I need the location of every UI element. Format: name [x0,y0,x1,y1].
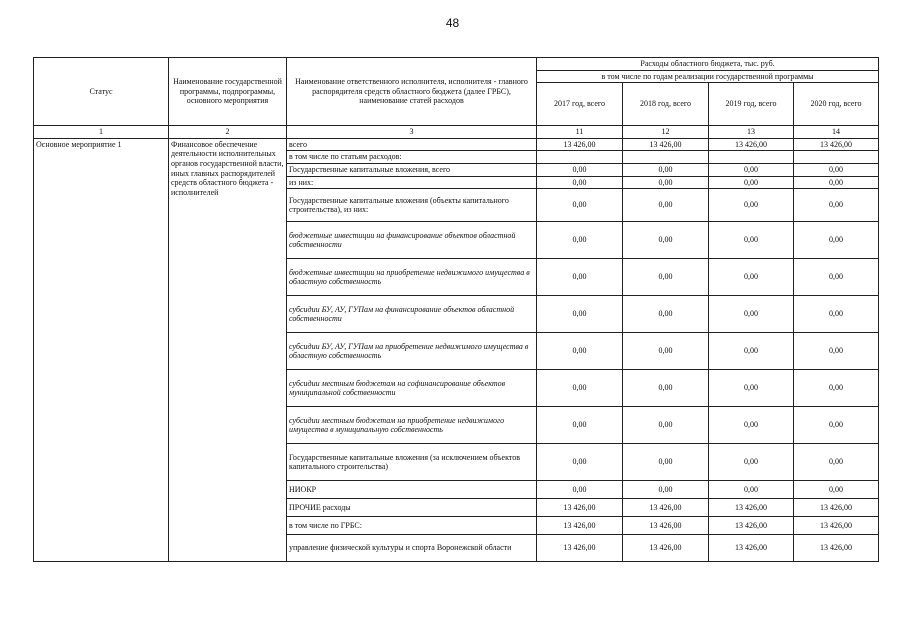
value-cell: 0,00 [709,444,794,481]
header-expenses: Расходы областного бюджета, тыс. руб. [537,58,879,71]
value-cell: 0,00 [537,370,623,407]
value-cell: 0,00 [623,296,709,333]
column-number: 12 [623,126,709,139]
row-label: в том числе по статьям расходов: [287,151,537,164]
value-cell [709,151,794,164]
status-cell: Основное мероприятие 1 [34,138,169,561]
value-cell: 13 426,00 [537,138,623,151]
value-cell: 0,00 [537,481,623,499]
value-cell: 0,00 [709,189,794,222]
row-label: субсидии БУ, АУ, ГУПам на приобретение недвижимого имущества в областную собственность [287,333,537,370]
value-cell: 0,00 [537,259,623,296]
column-number-row [34,126,879,139]
column-number: 1 [34,126,169,139]
budget-table [33,57,879,562]
value-cell: 0,00 [794,163,879,176]
column-number: 13 [709,126,794,139]
value-cell: 0,00 [794,296,879,333]
value-cell: 13 426,00 [794,535,879,562]
value-cell: 0,00 [794,333,879,370]
header-status: Статус [34,58,169,126]
header-program-name: Наименование государственной программы, подпрограммы, основного мероприятия [169,58,287,126]
value-cell: 0,00 [709,370,794,407]
table-row [34,138,879,151]
value-cell: 13 426,00 [794,138,879,151]
row-label: бюджетные инвестиции на финансирование объектов областной собственности [287,222,537,259]
row-label: ПРОЧИЕ расходы [287,499,537,517]
value-cell: 0,00 [794,189,879,222]
value-cell: 0,00 [794,407,879,444]
value-cell: 13 426,00 [537,535,623,562]
row-label: из них: [287,176,537,189]
row-label: субсидии местным бюджетам на софинансирование объектов муниципальной собственности [287,370,537,407]
value-cell: 0,00 [709,481,794,499]
value-cell: 0,00 [709,407,794,444]
value-cell: 0,00 [709,296,794,333]
row-label: субсидии БУ, АУ, ГУПам на финансирование объектов областной собственности [287,296,537,333]
value-cell: 13 426,00 [537,499,623,517]
program-name-cell: Финансовое обеспечение деятельности исполнительных органов государственной власти, иных главных распорядителей средств областного бюджета - исполнителей [169,138,287,561]
value-cell: 13 426,00 [709,517,794,535]
column-number: 3 [287,126,537,139]
value-cell: 0,00 [623,481,709,499]
column-number: 14 [794,126,879,139]
row-label: Государственные капитальные вложения (за исключением объектов капитального строительства) [287,444,537,481]
value-cell: 0,00 [623,407,709,444]
value-cell: 0,00 [794,444,879,481]
value-cell [537,151,623,164]
value-cell: 13 426,00 [623,499,709,517]
value-cell: 13 426,00 [623,138,709,151]
value-cell: 0,00 [709,163,794,176]
value-cell: 13 426,00 [709,499,794,517]
value-cell: 0,00 [537,296,623,333]
column-number: 11 [537,126,623,139]
value-cell: 0,00 [537,189,623,222]
value-cell: 0,00 [623,163,709,176]
row-label: всего [287,138,537,151]
value-cell: 0,00 [623,370,709,407]
row-label: бюджетные инвестиции на приобретение недвижимого имущества в областную собственность [287,259,537,296]
value-cell: 0,00 [623,189,709,222]
row-label: в том числе по ГРБС: [287,517,537,535]
header-year-2018: 2018 год, всего [623,83,709,126]
page-number: 48 [445,16,460,30]
value-cell: 13 426,00 [709,138,794,151]
value-cell: 0,00 [794,259,879,296]
value-cell: 0,00 [709,222,794,259]
value-cell: 13 426,00 [623,517,709,535]
value-cell: 0,00 [794,481,879,499]
value-cell: 0,00 [537,444,623,481]
header-by-years: в том числе по годам реализации государственной программы [537,70,879,83]
row-label: управление физической культуры и спорта Воронежской области [287,535,537,562]
value-cell: 13 426,00 [623,535,709,562]
value-cell: 0,00 [794,176,879,189]
row-label: Государственные капитальные вложения, всего [287,163,537,176]
value-cell: 0,00 [623,333,709,370]
header-year-2017: 2017 год, всего [537,83,623,126]
row-label: НИОКР [287,481,537,499]
value-cell: 0,00 [537,333,623,370]
value-cell: 13 426,00 [537,517,623,535]
row-label: субсидии местным бюджетам на приобретение недвижимого имущества в муниципальную собственность [287,407,537,444]
value-cell: 0,00 [794,222,879,259]
value-cell: 0,00 [794,370,879,407]
column-number: 2 [169,126,287,139]
value-cell: 0,00 [623,222,709,259]
value-cell: 13 426,00 [709,535,794,562]
value-cell: 13 426,00 [794,517,879,535]
value-cell: 0,00 [623,444,709,481]
header-executor: Наименование ответственного исполнителя, исполнителя - главного распорядителя средств областного бюджета (далее ГРБС), наименование статей расходов [287,58,537,126]
value-cell: 0,00 [709,259,794,296]
row-label: Государственные капитальные вложения (объекты капитального строительства), из них: [287,189,537,222]
value-cell: 0,00 [537,407,623,444]
value-cell: 0,00 [537,222,623,259]
value-cell [794,151,879,164]
value-cell: 0,00 [623,259,709,296]
header-year-2019: 2019 год, всего [709,83,794,126]
header-year-2020: 2020 год, всего [794,83,879,126]
value-cell: 0,00 [709,333,794,370]
value-cell: 0,00 [537,176,623,189]
value-cell: 0,00 [537,163,623,176]
value-cell: 0,00 [623,176,709,189]
value-cell: 0,00 [709,176,794,189]
value-cell: 13 426,00 [794,499,879,517]
value-cell [623,151,709,164]
